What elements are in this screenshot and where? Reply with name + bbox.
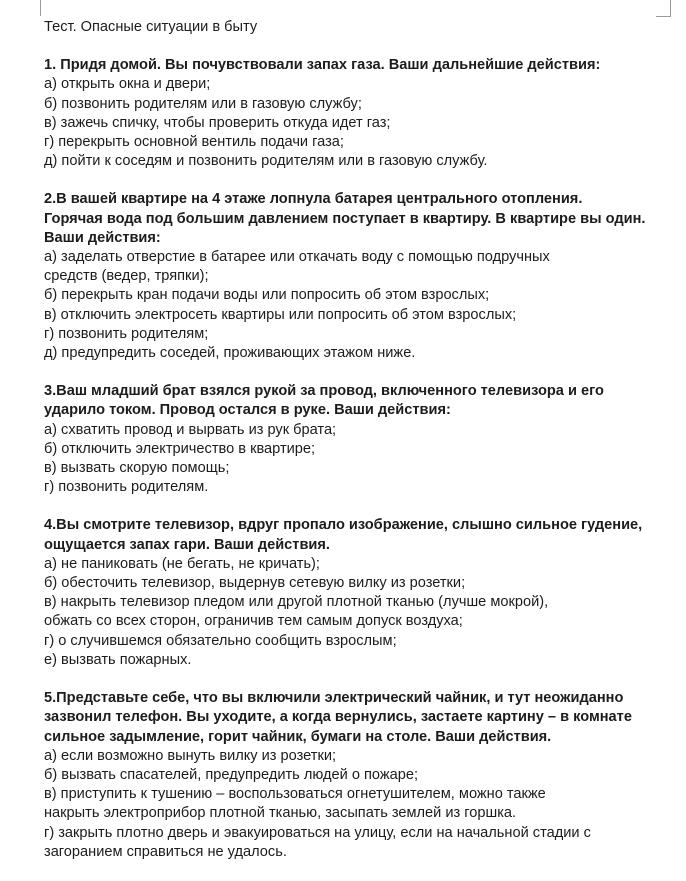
answer-option: д) предупредить соседей, проживающих этажом ниже. — [44, 345, 416, 362]
answer-option: а) открыть окна и двери; — [44, 76, 211, 93]
answer-option: а) не паниковать (не бегать, не кричать); — [44, 555, 320, 572]
question-text — [44, 56, 674, 75]
question-line: 5.Представьте себе, что вы включили электрический чайник, и тут неожиданно — [44, 690, 624, 707]
question-line: зазвонил телефон. Вы уходите, а когда вернулись, застаете картину – в комнате — [44, 709, 632, 726]
question-text — [44, 190, 674, 248]
answer-option: г) позвонить родителям; — [44, 325, 209, 342]
answer-option: б) перекрыть кран подачи воды или попросить об этом взрослых; — [44, 287, 490, 304]
answer-option: б) вызвать спасателей, предупредить людей о пожаре; — [44, 766, 419, 783]
question-line: 2.В вашей квартире на 4 этаже лопнула батарея центрального отопления. — [44, 191, 583, 208]
answer-option: г) позвонить родителям. — [44, 479, 209, 496]
crop-mark-right — [670, 0, 671, 16]
question-line: 3.Ваш младший брат взялся рукой за провод, включенного телевизора и его — [44, 383, 604, 400]
answer-option: б) отключить электричество в квартире; — [44, 440, 316, 457]
question-line: Горячая вода под большим давлением поступает в квартиру. В квартире вы один. — [44, 210, 646, 227]
answer-option: в) накрыть телевизор пледом или другой плотной тканью (лучше мокрой), — [44, 594, 549, 611]
answer-option-continuation: обжать со всех сторон, ограничив тем самым допуск воздуха; — [44, 613, 463, 630]
answer-option: г) закрыть плотно дверь и эвакуироваться на улицу, если на начальной стадии с — [44, 824, 591, 841]
question-3 — [44, 382, 674, 497]
document-page — [44, 18, 674, 881]
answer-option: г) о случившемся обязательно сообщить взрослым; — [44, 632, 397, 649]
question-line: сильное задымление, горит чайник, бумаги на столе. Ваши действия. — [44, 728, 552, 745]
answer-option: г) перекрыть основной вентиль подачи газа; — [44, 134, 344, 151]
question-1 — [44, 56, 674, 171]
question-4 — [44, 516, 674, 670]
question-2 — [44, 190, 674, 363]
crop-mark-right-horizontal — [656, 16, 671, 17]
answer-option-continuation: средств (ведер, тряпки); — [44, 268, 209, 285]
question-line: 1. Придя домой. Вы почувствовали запах газа. Ваши дальнейшие действия: — [44, 57, 601, 74]
question-text — [44, 689, 674, 747]
answer-option: в) вызвать скорую помощь; — [44, 460, 230, 477]
question-line: Ваши действия: — [44, 229, 161, 246]
question-5 — [44, 689, 674, 862]
answer-option: а) заделать отверстие в батарее или откачать воду с помощью подручных — [44, 249, 550, 266]
answer-option: а) если возможно вынуть вилку из розетки; — [44, 747, 337, 764]
question-line: ударило током. Провод остался в руке. Ваши действия: — [44, 402, 451, 419]
crop-mark-left — [40, 0, 41, 16]
answer-option: д) пойти к соседям и позвонить родителям или в газовую службу. — [44, 153, 488, 170]
answer-option: в) отключить электросеть квартиры или попросить об этом взрослых; — [44, 306, 517, 323]
answer-option-continuation: накрыть электроприбор плотной тканью, засыпать землей из горшка. — [44, 805, 517, 822]
document-title: Тест. Опасные ситуации в быту — [44, 19, 258, 35]
answer-option: б) обесточить телевизор, выдернув сетевую вилку из розетки; — [44, 575, 466, 592]
question-text — [44, 382, 674, 420]
answer-option: б) позвонить родителям или в газовую службу; — [44, 95, 362, 112]
answer-option: а) схватить провод и вырвать из рук брата; — [44, 421, 337, 438]
answer-option: е) вызвать пожарных. — [44, 651, 192, 668]
question-line: 4.Вы смотрите телевизор, вдруг пропало изображение, слышно сильное гудение, — [44, 517, 643, 534]
question-line: ощущается запах гари. Ваши действия. — [44, 536, 330, 553]
question-text — [44, 516, 674, 554]
answer-option: в) зажечь спичку, чтобы проверить откуда идет газ; — [44, 114, 391, 131]
answer-option-continuation: загоранием справиться не удалось. — [44, 843, 287, 860]
answer-option: в) приступить к тушению – воспользоваться огнетушителем, можно также — [44, 786, 546, 803]
